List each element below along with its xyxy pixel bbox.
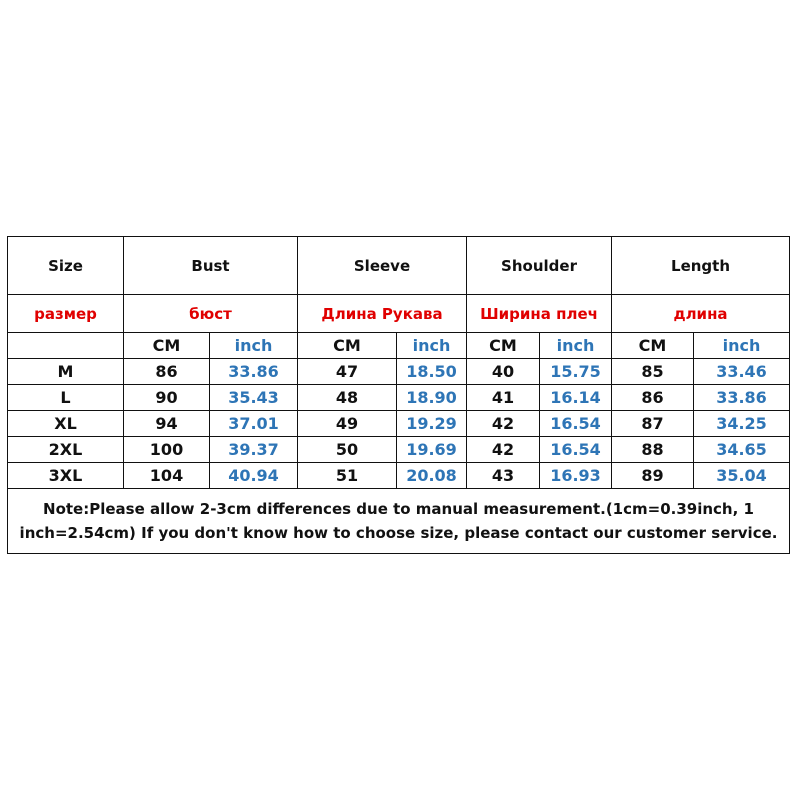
cell-shoulder-cm: 41	[467, 385, 540, 411]
cell-bust-cm: 90	[124, 385, 210, 411]
cell-length-in: 33.86	[694, 385, 790, 411]
header-ru-shoulder: Ширина плеч	[467, 295, 612, 333]
cell-shoulder-cm: 43	[467, 463, 540, 489]
header-sleeve: Sleeve	[298, 237, 467, 295]
size-chart-table	[7, 236, 790, 554]
cell-sleeve-cm: 49	[298, 411, 397, 437]
unit-inch: inch	[540, 333, 612, 359]
cell-size: L	[8, 385, 124, 411]
cell-bust-in: 33.86	[210, 359, 298, 385]
cell-size: 2XL	[8, 437, 124, 463]
cell-size: M	[8, 359, 124, 385]
cell-bust-cm: 86	[124, 359, 210, 385]
header-ru-bust: бюст	[124, 295, 298, 333]
cell-bust-cm: 100	[124, 437, 210, 463]
header-ru-size: размер	[8, 295, 124, 333]
note-row	[8, 489, 790, 554]
cell-length-cm: 87	[612, 411, 694, 437]
table-row	[8, 411, 790, 437]
cell-sleeve-cm: 50	[298, 437, 397, 463]
cell-sleeve-cm: 51	[298, 463, 397, 489]
header-ru-length: длина	[612, 295, 790, 333]
cell-bust-cm: 94	[124, 411, 210, 437]
unit-inch: inch	[397, 333, 467, 359]
header-ru-sleeve: Длина Рукава	[298, 295, 467, 333]
unit-inch: inch	[210, 333, 298, 359]
cell-length-in: 34.65	[694, 437, 790, 463]
cell-sleeve-in: 20.08	[397, 463, 467, 489]
cell-length-cm: 89	[612, 463, 694, 489]
cell-length-cm: 85	[612, 359, 694, 385]
table-row	[8, 359, 790, 385]
unit-inch: inch	[694, 333, 790, 359]
cell-sleeve-cm: 47	[298, 359, 397, 385]
header-size: Size	[8, 237, 124, 295]
cell-shoulder-in: 16.54	[540, 437, 612, 463]
header-length: Length	[612, 237, 790, 295]
cell-size: XL	[8, 411, 124, 437]
table-row	[8, 463, 790, 489]
cell-bust-cm: 104	[124, 463, 210, 489]
units-row	[8, 333, 790, 359]
cell-shoulder-cm: 42	[467, 437, 540, 463]
note-text: Note:Please allow 2-3cm differences due to manual measurement.(1cm=0.39inch, 1 inch=2.54cm) If you don't know how to choose size, please contact our customer service.	[8, 489, 790, 554]
cell-bust-in: 40.94	[210, 463, 298, 489]
cell-bust-in: 37.01	[210, 411, 298, 437]
cell-sleeve-in: 19.29	[397, 411, 467, 437]
cell-length-in: 34.25	[694, 411, 790, 437]
cell-shoulder-in: 16.54	[540, 411, 612, 437]
unit-cm: CM	[467, 333, 540, 359]
unit-cm: CM	[124, 333, 210, 359]
unit-cm: CM	[612, 333, 694, 359]
cell-bust-in: 35.43	[210, 385, 298, 411]
cell-length-cm: 88	[612, 437, 694, 463]
cell-sleeve-in: 18.90	[397, 385, 467, 411]
header-shoulder: Shoulder	[467, 237, 612, 295]
cell-shoulder-in: 16.93	[540, 463, 612, 489]
cell-bust-in: 39.37	[210, 437, 298, 463]
cell-shoulder-cm: 42	[467, 411, 540, 437]
header-row	[8, 237, 790, 295]
cell-shoulder-cm: 40	[467, 359, 540, 385]
cell-length-in: 33.46	[694, 359, 790, 385]
header-ru-row	[8, 295, 790, 333]
cell-size: 3XL	[8, 463, 124, 489]
cell-length-in: 35.04	[694, 463, 790, 489]
cell-shoulder-in: 16.14	[540, 385, 612, 411]
cell-sleeve-in: 19.69	[397, 437, 467, 463]
table-row	[8, 437, 790, 463]
unit-cm: CM	[298, 333, 397, 359]
cell-length-cm: 86	[612, 385, 694, 411]
units-empty	[8, 333, 124, 359]
cell-sleeve-in: 18.50	[397, 359, 467, 385]
header-bust: Bust	[124, 237, 298, 295]
cell-shoulder-in: 15.75	[540, 359, 612, 385]
table-row	[8, 385, 790, 411]
cell-sleeve-cm: 48	[298, 385, 397, 411]
